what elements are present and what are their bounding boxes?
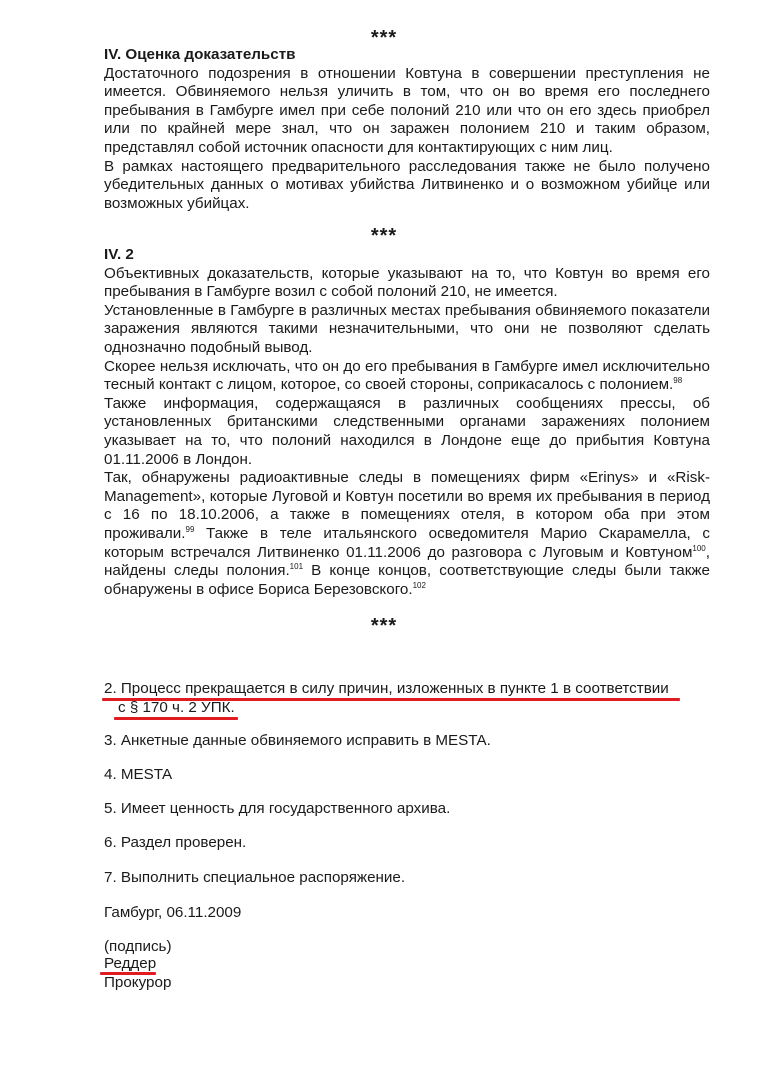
paragraph: Достаточного подозрения в отношении Ковтуна в совершении преступления не имеется. Обвиняемого нельзя уличить в том, что он во время его последнего пребывания в Гамбурге имел при себе полоний 210 или что он его здесь приобрел или по крайней мере знал, что он заражен полонием 210 и таким образом, представлял собой источник опасности для контактирующих с ним лиц. bbox=[104, 64, 710, 156]
paragraph: Также информация, содержащаяся в различных сообщениях прессы, об установленных британскими следственными органами заражениях полонием указывает на то, что полоний находился в Лондоне еще до прибытия Ковтуна 01.11.2006 в Лондон. bbox=[104, 394, 710, 468]
item-2-line-2: с § 170 ч. 2 УПК. bbox=[118, 699, 235, 716]
paragraph bbox=[104, 358, 710, 395]
paragraph: Объективных доказательств, которые указывают на то, что Ковтун во время его пребывания в Гамбурге возил с собой полоний 210, не имеется. bbox=[104, 264, 710, 301]
item-6: 6. Раздел проверен. bbox=[104, 834, 247, 851]
item-2-line-1: 2. Процесс прекращается в силу причин, изложенных в пункте 1 в соответствии bbox=[104, 680, 669, 697]
item-5: 5. Имеет ценность для государственного архива. bbox=[104, 800, 451, 817]
separator-stars: *** bbox=[370, 27, 398, 49]
paragraph-text: Скорее нельзя исключать, что он до его пребывания в Гамбурге имел исключительно тесный контакт с лицом, которое, со своей стороны, соприкасалось с полонием. bbox=[104, 357, 710, 394]
place-date: Гамбург, 06.11.2009 bbox=[104, 904, 242, 921]
paragraph-text: , найдены следы полония. bbox=[104, 543, 710, 580]
paragraph-text: Так, обнаружены радиоактивные следы в помещениях фирм «Erinys» и «Risk-Management», которые Луговой и Ковтун посетили во время их пребывания в период с 16 по 18.10.2006, а также в помещениях отеля, в котором оба при этом проживали. bbox=[104, 469, 710, 542]
section-heading: IV. Оценка доказательств bbox=[104, 46, 296, 63]
item-3: 3. Анкетные данные обвиняемого исправить в MESTA. bbox=[104, 732, 491, 749]
footnote-ref: 102 bbox=[412, 580, 426, 590]
footnote-ref: 99 bbox=[185, 524, 195, 534]
footnote-ref: 100 bbox=[692, 543, 706, 553]
paragraph: В рамках настоящего предварительного расследования также не было получено убедительных данных о мотивах убийства Литвиненко и о возможном убийце или возможных убийцах. bbox=[104, 157, 710, 212]
footnote-ref: 98 bbox=[673, 376, 683, 386]
paragraph: Установленные в Гамбурге в различных местах пребывания обвиняемого показатели заражения являются такими незначительными, что они не позволяют сделать однозначно подобный вывод. bbox=[104, 301, 710, 356]
signature-note: (подпись) bbox=[104, 938, 172, 955]
separator-stars: *** bbox=[370, 615, 398, 637]
separator-stars: *** bbox=[370, 225, 398, 247]
section-heading: IV. 2 bbox=[104, 246, 134, 263]
section-iv-2 bbox=[104, 246, 710, 599]
paragraph-text: В конце концов, соответствующие следы были также обнаружены в офисе Бориса Березовского. bbox=[104, 562, 710, 598]
signer-position: Прокурор bbox=[104, 974, 172, 991]
footnote-ref: 101 bbox=[289, 562, 304, 572]
signer-name: Реддер bbox=[104, 955, 157, 972]
section-evidence-assessment bbox=[104, 46, 710, 213]
paragraph bbox=[104, 469, 710, 599]
red-underline bbox=[114, 717, 238, 720]
item-7: 7. Выполнить специальное распоряжение. bbox=[104, 869, 406, 886]
item-4: 4. MESTA bbox=[104, 766, 173, 783]
paragraph-text: Также в теле итальянского осведомителя Марио Скарамелла, с которым встречался Литвиненко 01.11.2006 до разговора с Луговым и Ковтуном bbox=[104, 524, 710, 561]
